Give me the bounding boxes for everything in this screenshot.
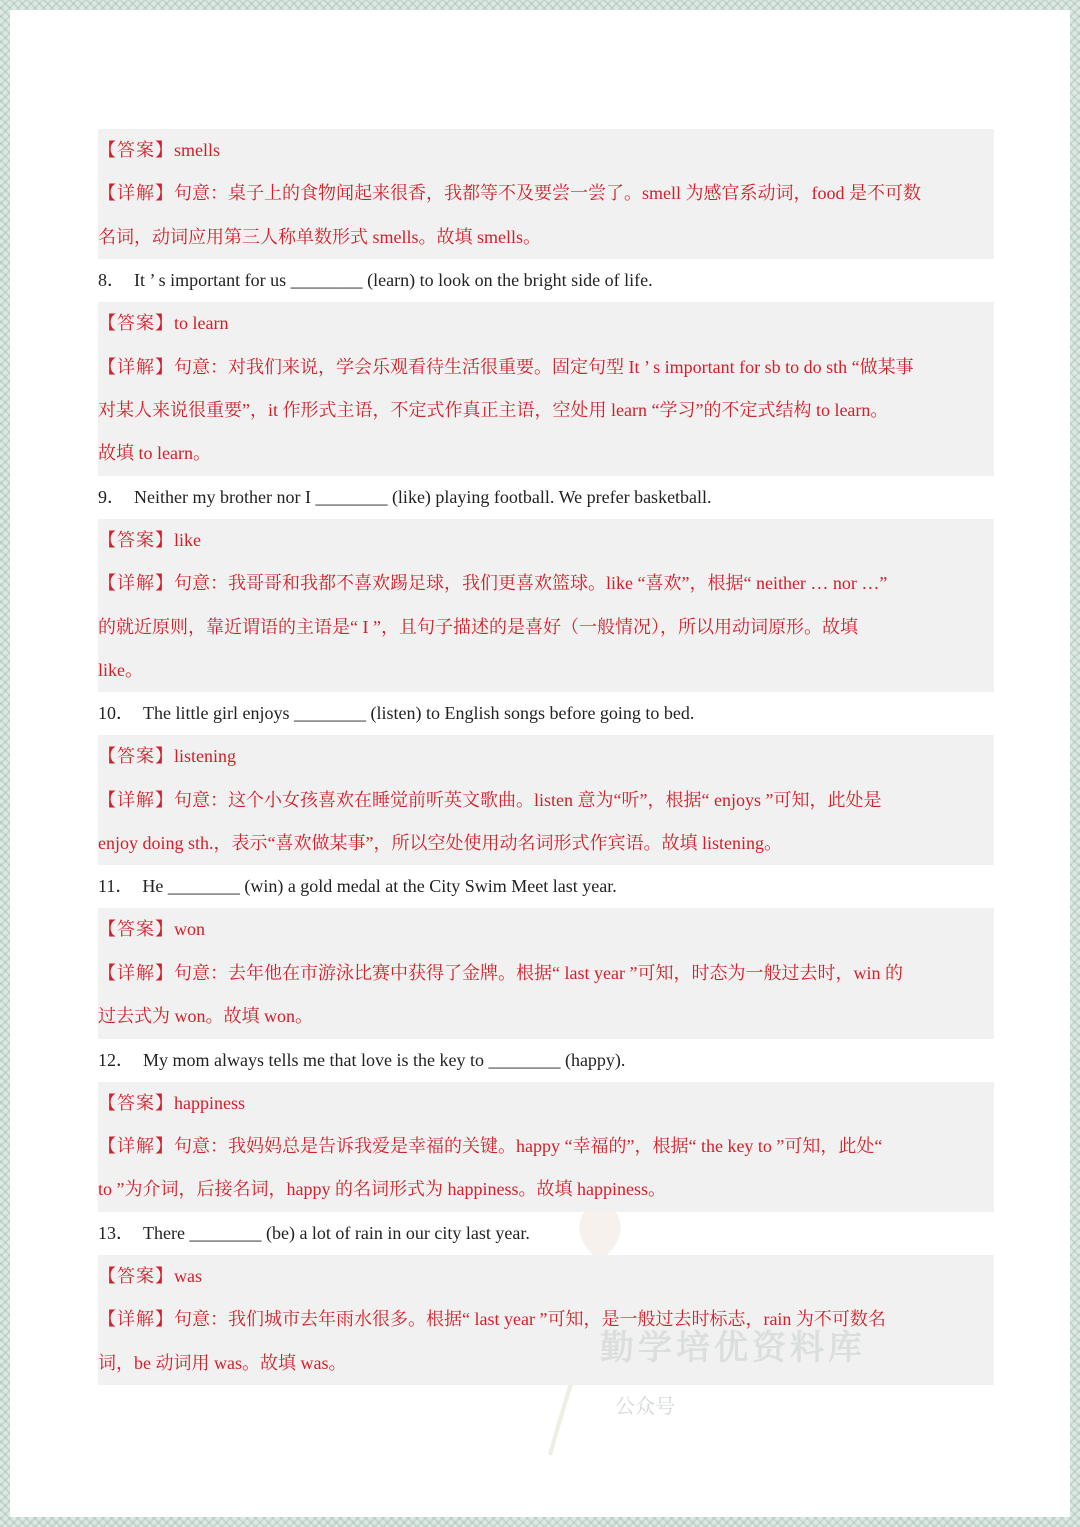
answer-line: [98, 908, 994, 951]
answer-content: [98, 129, 994, 1385]
detail-label: 【详解】: [98, 183, 174, 204]
detail-line: [98, 1298, 994, 1341]
answer-line: [98, 129, 994, 172]
detail-line: [98, 952, 994, 995]
detail-line: [98, 1125, 994, 1168]
answer-value: like: [174, 529, 201, 550]
answer-value: was: [174, 1265, 202, 1286]
answer-line: [98, 1082, 994, 1125]
answer-label: 【答案】: [98, 1092, 174, 1113]
detail-text: 故填 to learn。: [98, 443, 211, 464]
answer-value: listening: [174, 746, 236, 767]
detail-text: 句意：我们城市去年雨水很多。根据“ last year ”可知，是一般过去时标志，rain 为不可数名: [174, 1309, 886, 1330]
question-line: [98, 1039, 994, 1082]
answer-block: [98, 129, 994, 259]
answer-line: [98, 1255, 994, 1298]
answer-block: [98, 908, 994, 1038]
detail-label: 【详解】: [98, 356, 174, 377]
detail-label: 【详解】: [98, 962, 174, 983]
detail-text: 名词，动词应用第三人称单数形式 smells。故填 smells。: [98, 226, 542, 247]
question-text: The little girl enjoys ________ (listen) to English songs before going to bed.: [143, 703, 695, 724]
detail-line: [98, 1342, 994, 1385]
detail-line: [98, 172, 994, 215]
answer-label: 【答案】: [98, 529, 174, 550]
question-text: My mom always tells me that love is the key to ________ (happy).: [143, 1049, 626, 1070]
answer-label: 【答案】: [98, 140, 174, 160]
detail-text: 句意：我哥哥和我都不喜欢踢足球，我们更喜欢篮球。like “喜欢”，根据“ neither … nor …”: [174, 573, 888, 594]
detail-line: [98, 389, 994, 432]
question-text: Neither my brother nor I ________ (like) playing football. We prefer basketball.: [134, 486, 712, 507]
question-text: There ________ (be) a lot of rain in our city last year.: [143, 1222, 530, 1243]
detail-label: 【详解】: [98, 789, 174, 810]
detail-text: 的就近原则，靠近谓语的主语是“ I ”，且句子描述的是喜好（一般情况），所以用动词原形。故填: [98, 616, 858, 637]
document-page: [10, 10, 1070, 1517]
detail-text: 句意：对我们来说，学会乐观看待生活很重要。固定句型 It ’ s important for sb to do sth “做某事: [174, 356, 914, 377]
detail-text: 句意：我妈妈总是告诉我爱是幸福的关键。happy “幸福的”，根据“ the key to ”可知，此处“: [174, 1136, 883, 1157]
answer-label: 【答案】: [98, 919, 174, 940]
answer-label: 【答案】: [98, 746, 174, 767]
question-line: [98, 692, 994, 735]
question-number: 8．: [98, 270, 125, 291]
answer-value: to learn: [174, 313, 229, 334]
detail-text: 句意：这个小女孩喜欢在睡觉前听英文歌曲。listen 意为“听”，根据“ enjoys ”可知，此处是: [174, 789, 882, 810]
question-text: It ’ s important for us ________ (learn) to look on the bright side of life.: [134, 270, 653, 291]
detail-line: [98, 822, 994, 865]
detail-text: 句意：桌子上的食物闻起来很香，我都等不及要尝一尝了。smell 为感官系动词，food 是不可数: [174, 183, 921, 204]
question-number: 9．: [98, 486, 125, 507]
detail-label: 【详解】: [98, 573, 174, 594]
question-number: 12．: [98, 1049, 134, 1070]
question-number: 11．: [98, 876, 134, 897]
detail-label: 【详解】: [98, 1136, 174, 1157]
answer-line: [98, 735, 994, 778]
watermark-subtitle: 公众号: [615, 1394, 675, 1418]
detail-line: [98, 995, 994, 1038]
detail-line: [98, 432, 994, 475]
answer-value: smells: [174, 140, 221, 160]
detail-text: 过去式为 won。故填 won。: [98, 1006, 313, 1027]
question-line: [98, 865, 994, 908]
answer-value: happiness: [174, 1092, 245, 1113]
question-line: [98, 476, 994, 519]
detail-text: 词，be 动词用 was。故填 was。: [98, 1352, 347, 1373]
detail-line: [98, 346, 994, 389]
detail-label: 【详解】: [98, 1309, 174, 1330]
detail-line: [98, 779, 994, 822]
question-line: [98, 1212, 994, 1255]
detail-text: 对某人来说很重要”，it 作形式主语，不定式作真正主语，空处用 learn “学习”的不定式结构 to learn。: [98, 399, 889, 420]
answer-line: [98, 519, 994, 562]
question-number: 10．: [98, 703, 134, 724]
answer-line: [98, 302, 994, 345]
answer-label: 【答案】: [98, 313, 174, 334]
detail-line: [98, 1168, 994, 1211]
answer-block: [98, 519, 994, 693]
detail-line: [98, 562, 994, 605]
answer-block: [98, 1082, 994, 1212]
detail-line: [98, 606, 994, 649]
question-number: 13．: [98, 1222, 134, 1243]
watermark-title: 勤学培优资料库: [600, 1328, 866, 1368]
detail-text: to ”为介词，后接名词，happy 的名词形式为 happiness。故填 happiness。: [98, 1179, 666, 1200]
question-text: He ________ (win) a gold medal at the City Swim Meet last year.: [142, 876, 617, 897]
detail-text: like。: [98, 659, 143, 680]
answer-block: [98, 302, 994, 476]
detail-line: [98, 649, 994, 692]
detail-text: 句意：去年他在市游泳比赛中获得了金牌。根据“ last year ”可知，时态为一般过去时，win 的: [174, 962, 903, 983]
detail-line: [98, 216, 994, 259]
answer-label: 【答案】: [98, 1265, 174, 1286]
answer-value: won: [174, 919, 205, 940]
answer-block: [98, 1255, 994, 1385]
question-line: [98, 259, 994, 302]
answer-block: [98, 735, 994, 865]
detail-text: enjoy doing sth.，表示“喜欢做某事”，所以空处使用动名词形式作宾语。故填 listening。: [98, 833, 782, 854]
